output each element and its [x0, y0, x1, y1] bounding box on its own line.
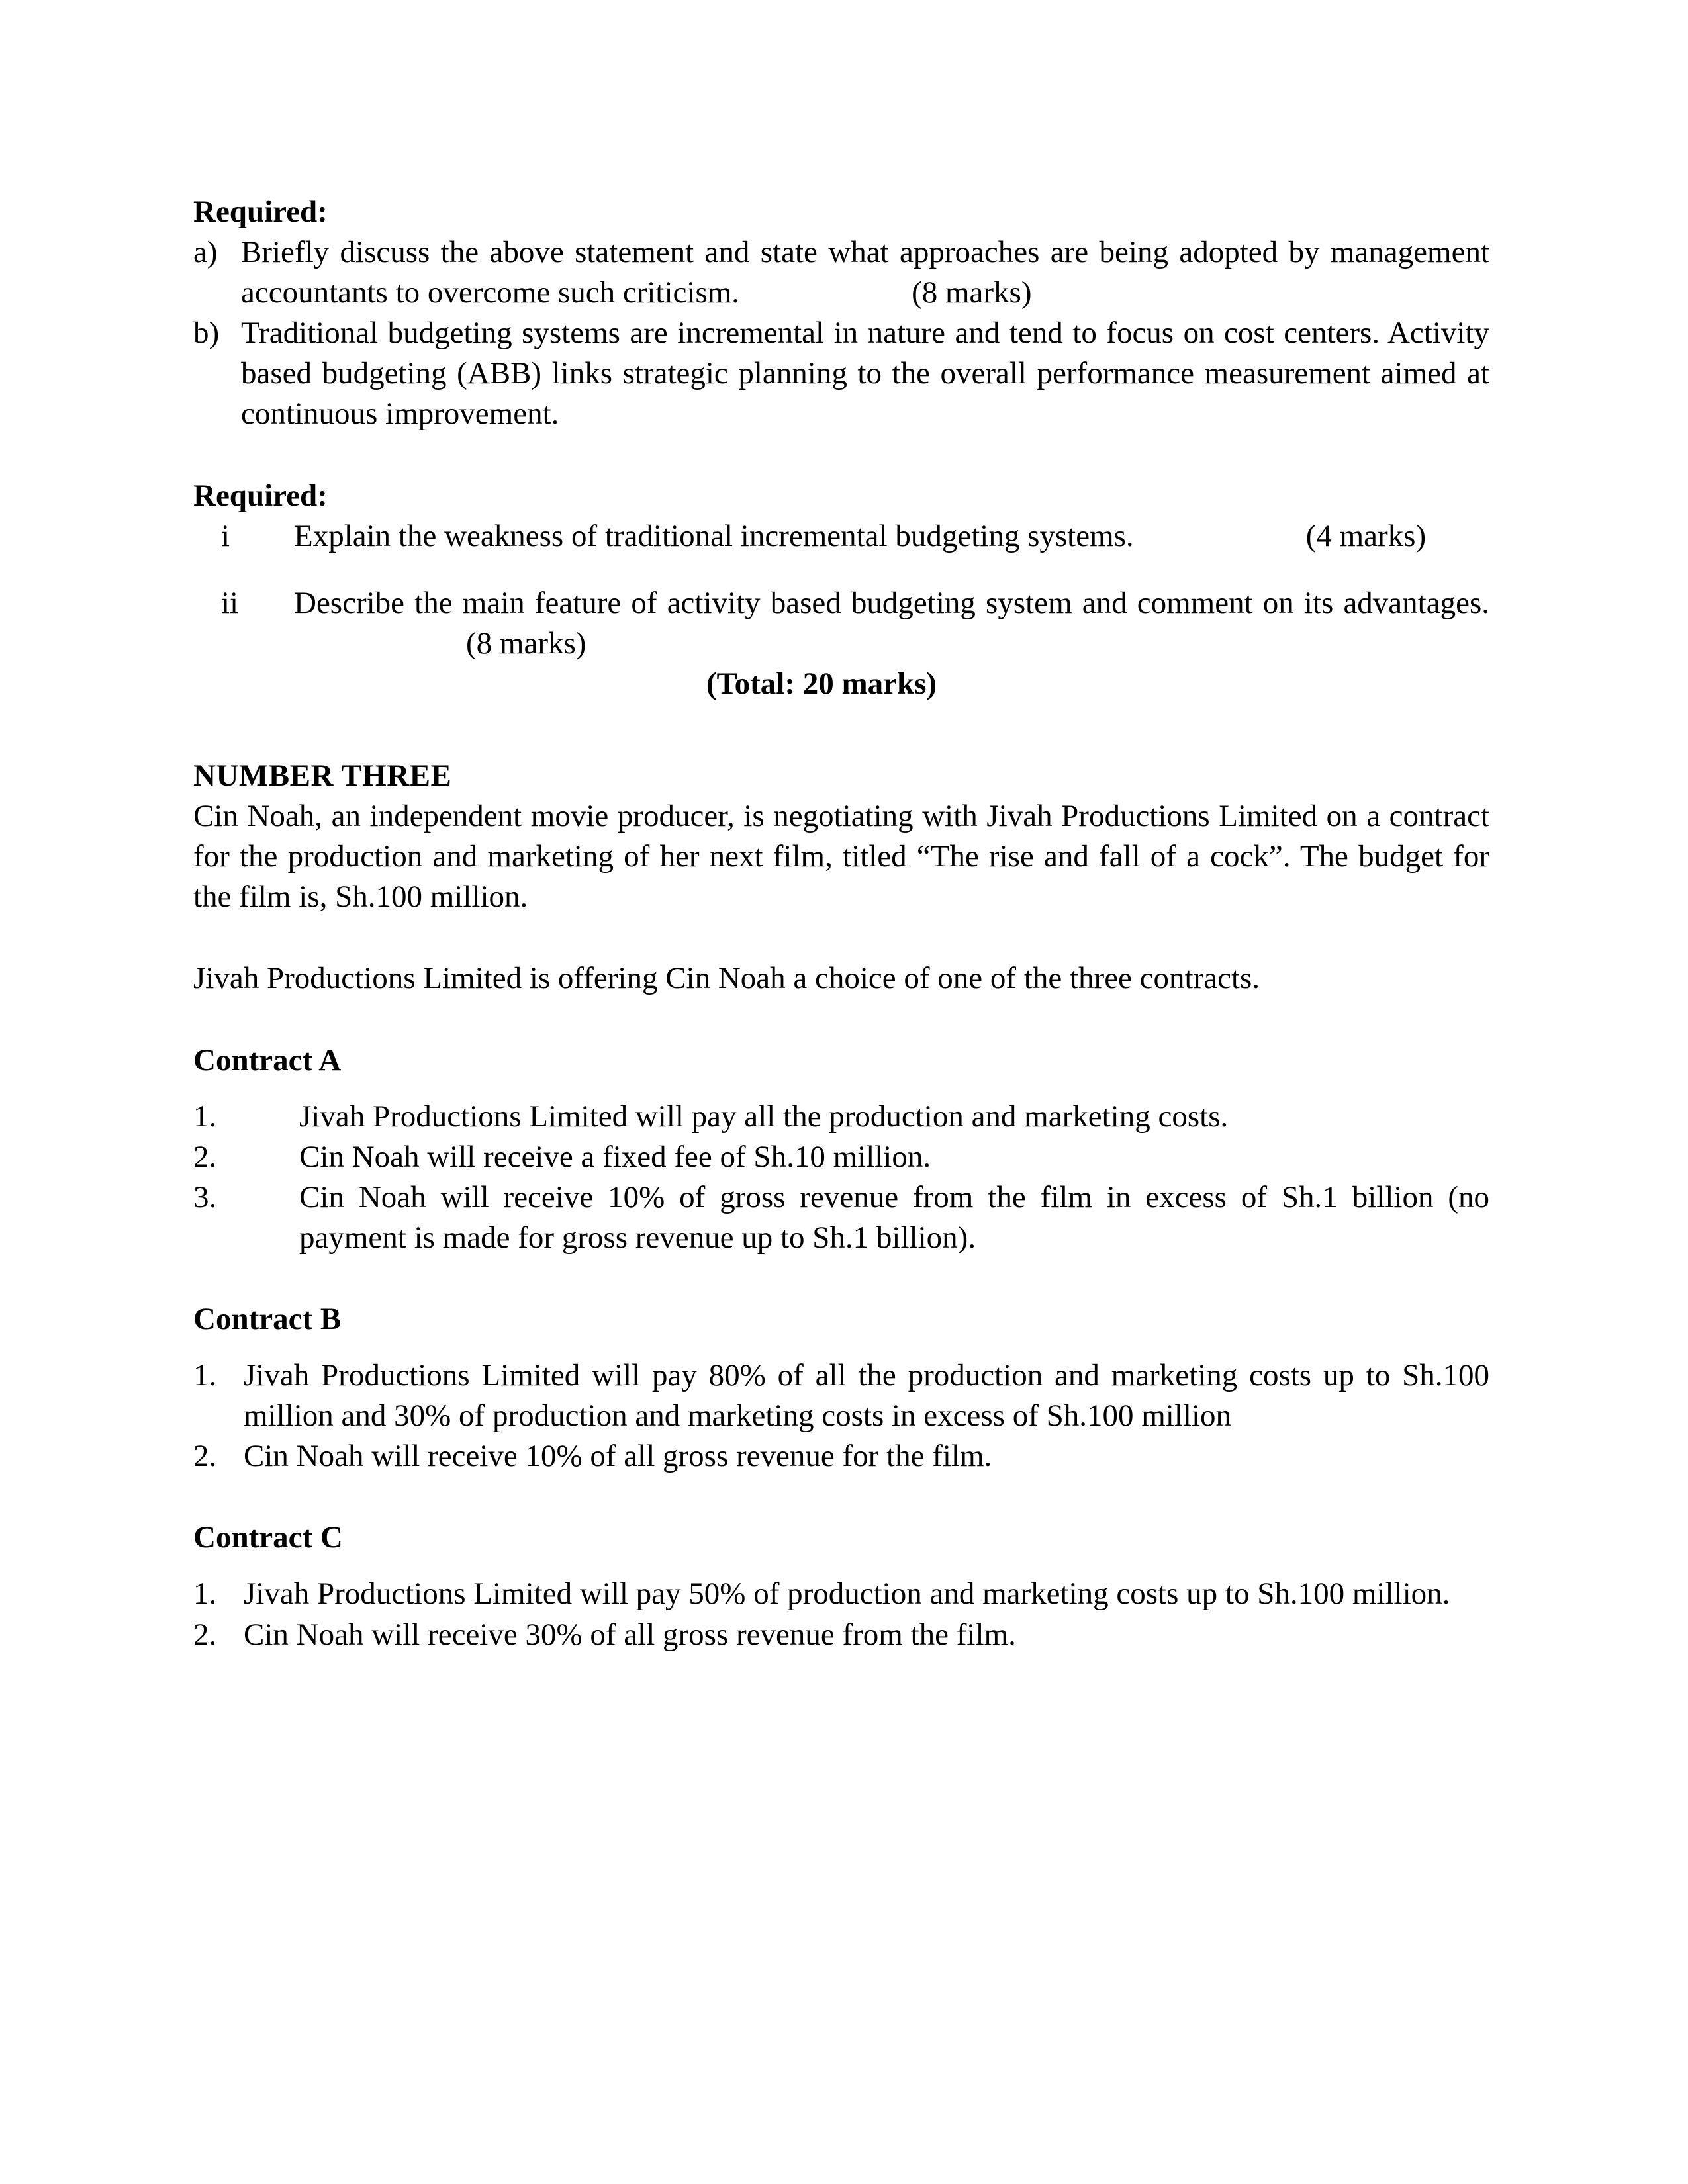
required-heading-1: Required:	[193, 195, 328, 229]
spacer	[193, 1558, 1489, 1574]
question-i-marks: (4 marks)	[1305, 518, 1427, 553]
contract-a-item-1	[193, 1097, 1489, 1137]
spacer	[193, 999, 1489, 1040]
contract-a-item-3	[193, 1177, 1489, 1258]
contract-c-heading: Contract C	[193, 1520, 343, 1555]
contract-b-item-2-text: Cin Noah will receive 10% of all gross revenue for the film.	[244, 1439, 992, 1474]
contract-a-heading: Contract A	[193, 1042, 342, 1077]
roman-question-list	[193, 516, 1489, 664]
contract-c-item-2	[193, 1615, 1489, 1655]
spacer	[193, 1477, 1489, 1518]
list-item-ii	[221, 583, 1489, 664]
question-ii-text: Describe the main feature of activity based budgeting system and comment on its advantages.	[294, 585, 1489, 620]
contract-a-item-3-text: Cin Noah will receive 10% of gross revenue from the film in excess of Sh.1 billion (no payment is made for gross revenue up to Sh.1 billion).	[299, 1179, 1489, 1255]
list-marker-1: 1.	[193, 1099, 217, 1134]
question-b-text: Traditional budgeting systems are incremental in nature and tend to focus on cost centers. Activity based budgeting (ABB) links strategic planning to the overall performance measurement aimed at continuous improvement.	[241, 316, 1489, 432]
contract-b-item-1	[193, 1355, 1489, 1436]
number-three-paragraph-1: Cin Noah, an independent movie producer, is negotiating with Jivah Productions Limited on a contract for the production and marketing of her next film, titled “The rise and fall of a cock”. The budget for the film is, Sh.100 million.	[193, 799, 1489, 915]
required-heading-2: Required:	[193, 478, 328, 513]
contract-c-item-1-text: Jivah Productions Limited will pay 50% of production and marketing costs up to Sh.100 million.	[244, 1576, 1450, 1612]
list-marker-1: 1.	[193, 1358, 217, 1393]
number-three-heading: NUMBER THREE	[193, 758, 452, 794]
list-marker-b: b)	[193, 316, 220, 351]
contract-c-item-2-text: Cin Noah will receive 30% of all gross revenue from the film.	[244, 1617, 1016, 1652]
spacer	[193, 704, 1489, 756]
contract-b-item-2	[193, 1436, 1489, 1477]
list-item-a	[193, 232, 1489, 313]
contract-c-list	[193, 1574, 1489, 1655]
contract-a-list	[193, 1097, 1489, 1258]
question-ii-marks: (8 marks)	[466, 625, 586, 660]
question-a-marks: (8 marks)	[912, 275, 1032, 310]
spacer	[193, 1258, 1489, 1299]
list-marker-2: 2.	[193, 1439, 217, 1474]
total-marks-line: (Total: 20 marks)	[706, 666, 937, 701]
list-marker-a: a)	[193, 235, 218, 270]
spacer	[193, 435, 1489, 476]
contract-b-item-1-text: Jivah Productions Limited will pay 80% of all the production and marketing costs up to Sh.100 million and 30% of production and marketing costs in excess of Sh.100 million	[244, 1358, 1489, 1433]
contract-b-list	[193, 1355, 1489, 1477]
list-marker-ii: ii	[221, 585, 239, 620]
list-item-i	[221, 516, 1489, 557]
list-marker-3: 3.	[193, 1179, 217, 1214]
spacer	[193, 917, 1489, 958]
contract-a-item-1-text: Jivah Productions Limited will pay all the production and marketing costs.	[299, 1099, 1229, 1134]
contract-a-item-2	[193, 1137, 1489, 1177]
spacer	[193, 1081, 1489, 1097]
question-a-text: Briefly discuss the above statement and state what approaches are being adopted by management accountants to overcome such criticism.	[241, 235, 1489, 310]
list-marker-2: 2.	[193, 1139, 217, 1174]
list-marker-2: 2.	[193, 1617, 217, 1652]
list-marker-i: i	[221, 518, 230, 553]
spacer	[193, 1340, 1489, 1355]
list-marker-1: 1.	[193, 1576, 217, 1612]
contract-a-item-2-text: Cin Noah will receive a fixed fee of Sh.10 million.	[299, 1139, 931, 1174]
contract-c-item-1	[193, 1574, 1489, 1614]
lettered-question-list	[193, 232, 1489, 434]
question-i-text: Explain the weakness of traditional incremental budgeting systems.	[294, 518, 1134, 553]
list-item-b	[193, 313, 1489, 434]
contract-b-heading: Contract B	[193, 1301, 342, 1336]
number-three-paragraph-2: Jivah Productions Limited is offering Cin Noah a choice of one of the three contracts.	[193, 961, 1260, 996]
